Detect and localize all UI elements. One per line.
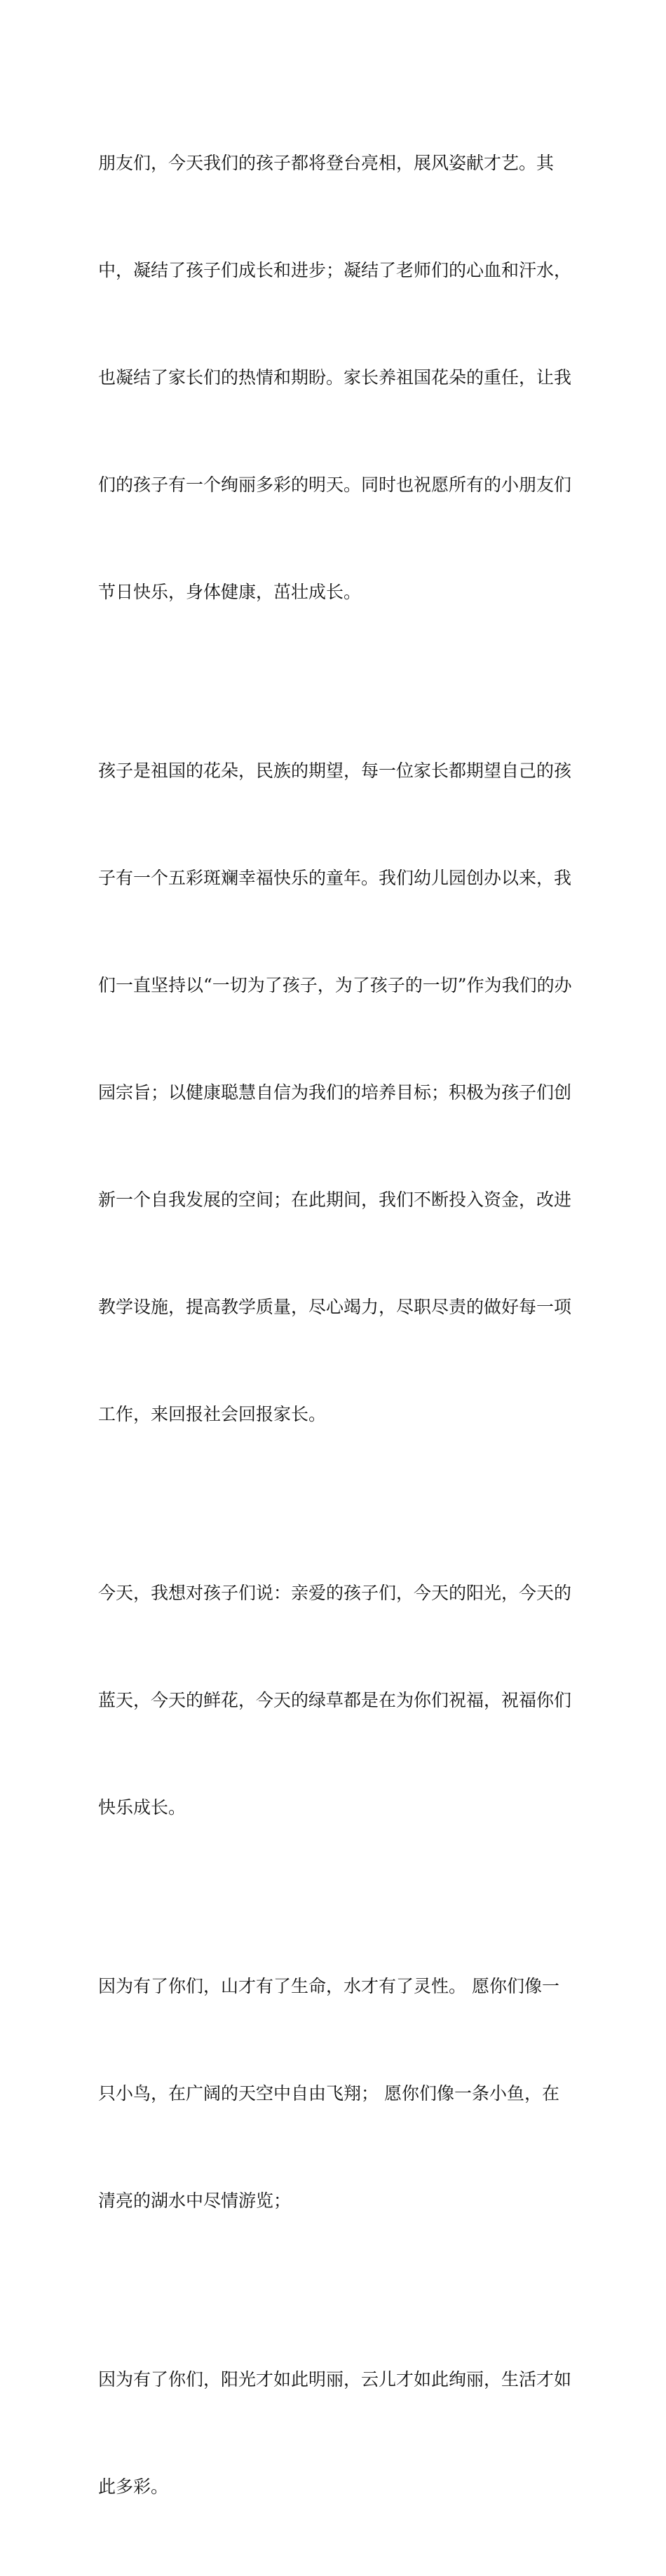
- text-line: 朋友们，今天我们的孩子都将登台亮相，展风姿献才艺。其: [98, 153, 555, 173]
- text-line: 新一个自我发展的空间；在此期间，我们不断投入资金，改进: [98, 1190, 572, 1210]
- text-line: 因为有了你们，山才有了生命，水才有了灵性。 愿你们像一: [98, 1976, 559, 1996]
- text-line: 快乐成长。: [98, 1797, 186, 1818]
- text-line: 工作，来回报社会回报家长。: [98, 1404, 327, 1424]
- text-line: 也凝结了家长们的热情和期盼。家长养祖国花朵的重任，让我: [98, 367, 572, 388]
- text-line: 孩子是祖国的花朵，民族的期望，每一位家长都期望自己的孩: [98, 761, 572, 781]
- text-line: 清亮的湖水中尽情游览；: [98, 2190, 292, 2211]
- text-line: 子有一个五彩斑斓幸福快乐的童年。我们幼儿园创办以来，我: [98, 868, 572, 888]
- text-line: 中，凝结了孩子们成长和进步；凝结了老师们的心血和汗水，: [98, 260, 572, 280]
- text-line: 园宗旨；以健康聪慧自信为我们的培养目标；积极为孩子们创: [98, 1082, 572, 1103]
- document-body: [98, 74, 571, 2576]
- text-line: 只小鸟，在广阔的天空中自由飞翔； 愿你们像一条小鱼，在: [98, 2083, 559, 2104]
- text-line: 节日快乐，身体健康，茁壮成长。: [98, 582, 362, 602]
- text-line: 们的孩子有一个绚丽多彩的明天。同时也祝愿所有的小朋友们: [98, 475, 572, 495]
- text-line: 蓝天，今天的鲜花，今天的绿草都是在为你们祝福，祝福你们: [98, 1690, 572, 1710]
- text-line: 此多彩。: [98, 2476, 169, 2497]
- text-line: 教学设施，提高教学质量，尽心竭力，尽职尽责的做好每一项: [98, 1297, 572, 1317]
- paragraph: [98, 2290, 571, 2576]
- text-line: 因为有了你们，阳光才如此明丽，云儿才如此绚丽，生活才如: [98, 2369, 572, 2390]
- paragraph: [98, 1504, 571, 1897]
- text-line: 今天，我想对孩子们说：亲爱的孩子们，今天的阳光，今天的: [98, 1583, 572, 1603]
- paragraph: [98, 1897, 571, 2290]
- paragraph: [98, 681, 571, 1504]
- paragraph: [98, 74, 571, 681]
- text-line: 们一直坚持以“一切为了孩子，为了孩子的一切”作为我们的办: [98, 975, 572, 995]
